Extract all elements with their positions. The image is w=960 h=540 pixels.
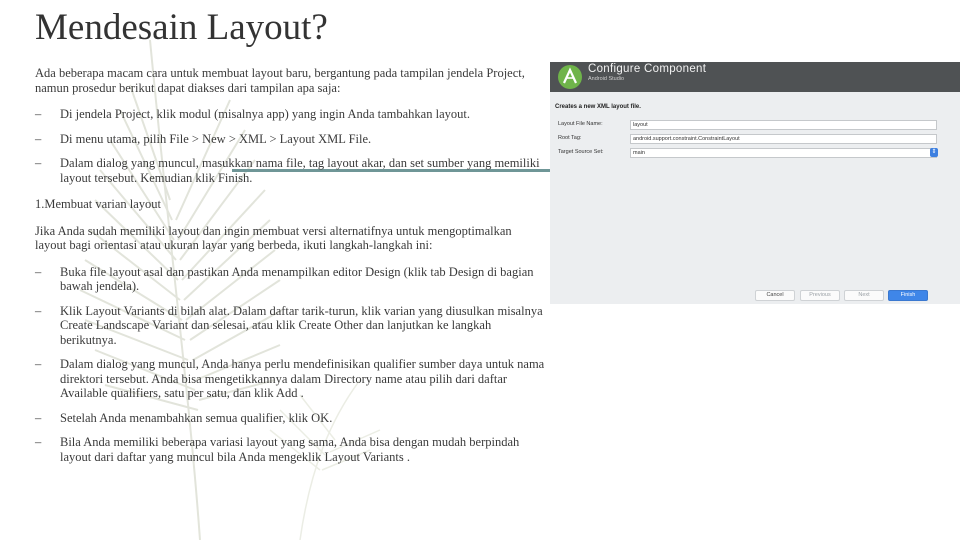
section-heading: 1.Membuat varian layout (35, 197, 162, 211)
intro-paragraph: Ada beberapa macam cara untuk membuat layout baru, bergantung pada tampilan jendela Project, namun prosedur berikut dapat diakses dari tampilan apa saja: (35, 66, 525, 95)
finish-button[interactable]: Finish (888, 290, 928, 301)
configure-component-dialog (550, 62, 960, 304)
previous-button[interactable]: Previous (800, 290, 840, 301)
layout-file-name-input[interactable]: layout (630, 120, 937, 130)
next-button[interactable]: Next (844, 290, 884, 301)
list-item (35, 156, 545, 185)
list-item (35, 411, 545, 426)
layout-file-name-row (555, 120, 957, 130)
target-source-set-row (555, 148, 957, 158)
dialog-subtitle: Android Studio (588, 76, 625, 82)
bullet-dash: – (35, 435, 42, 449)
slide-body (35, 66, 545, 474)
list-item (35, 435, 545, 464)
list-item (35, 132, 545, 147)
bullet-dash: – (35, 156, 42, 170)
field-label: Layout File Name: (558, 121, 603, 127)
dialog-title: Configure Component (588, 63, 707, 75)
list-item-text: Dalam dialog yang muncul, masukkan nama file, tag layout akar, dan set sumber yang memiliki layout tersebut. Kemudian klik Finish. (60, 156, 540, 185)
bullet-dash: – (35, 264, 42, 279)
select-arrow-icon: ⇕ (931, 149, 937, 155)
bullet-dash: – (35, 410, 42, 425)
dialog-header (550, 62, 960, 92)
list-item-text: Di menu utama, pilih File > New > XML > Layout XML File. (60, 131, 372, 146)
cancel-button[interactable]: Cancel (755, 290, 795, 301)
bullet-dash: – (35, 131, 42, 146)
slide-title: Mendesain Layout? (35, 7, 328, 48)
android-studio-logo-icon (557, 64, 583, 90)
list-item-text: Klik Layout Variants di bilah alat. Dalam daftar tarik-turun, klik varian yang diusulkan misalnya Create Landscape Variant dan selesai, atau klik Create Other dan lanjutkan ke langkah berikutnya. (60, 303, 543, 347)
field-label: Target Source Set: (558, 149, 604, 155)
list-item (35, 357, 545, 401)
list-item-text: Di jendela Project, klik modul (misalnya app) yang ingin Anda tambahkan layout. (60, 107, 470, 121)
bullet-dash: – (35, 107, 42, 121)
field-label: Root Tag: (558, 135, 582, 141)
list-item (35, 265, 545, 294)
list-item-text: Setelah Anda menambahkan semua qualifier, klik OK. (60, 410, 333, 425)
select-value: main (633, 150, 645, 156)
list-item (35, 107, 545, 122)
list-item-text: Bila Anda memiliki beberapa variasi layout yang sama, Anda bisa dengan mudah berpindah layout dari daftar yang muncul bila Anda mengeklik Layout Variants . (60, 435, 520, 464)
root-tag-input[interactable]: android.support.constraint.ConstraintLayout (630, 134, 937, 144)
list-item-text: Dalam dialog yang muncul, Anda hanya perlu mendefinisikan qualifier sumber daya untuk nama direktori tersebut. Anda bisa mengetikkannya dalam Directory name atau pilih dari daftar Available qualifiers, satu per satu, dan klik Add . (60, 357, 545, 400)
bullet-dash: – (35, 303, 42, 318)
list-item-text: Buka file layout asal dan pastikan Anda menampilkan editor Design (klik tab Design di bagian bawah jendela). (60, 264, 534, 293)
dialog-heading: Creates a new XML layout file. (555, 104, 641, 110)
bullet-dash: – (35, 357, 42, 371)
root-tag-row (555, 134, 957, 144)
section-intro: Jika Anda sudah memiliki layout dan ingin membuat versi alternatifnya untuk mengoptimalkan layout bagi orientasi atau ukuran layar yang berbeda, ikuti langkah-langkah ini: (35, 223, 512, 252)
list-item (35, 304, 545, 348)
target-source-set-select[interactable] (630, 148, 937, 158)
